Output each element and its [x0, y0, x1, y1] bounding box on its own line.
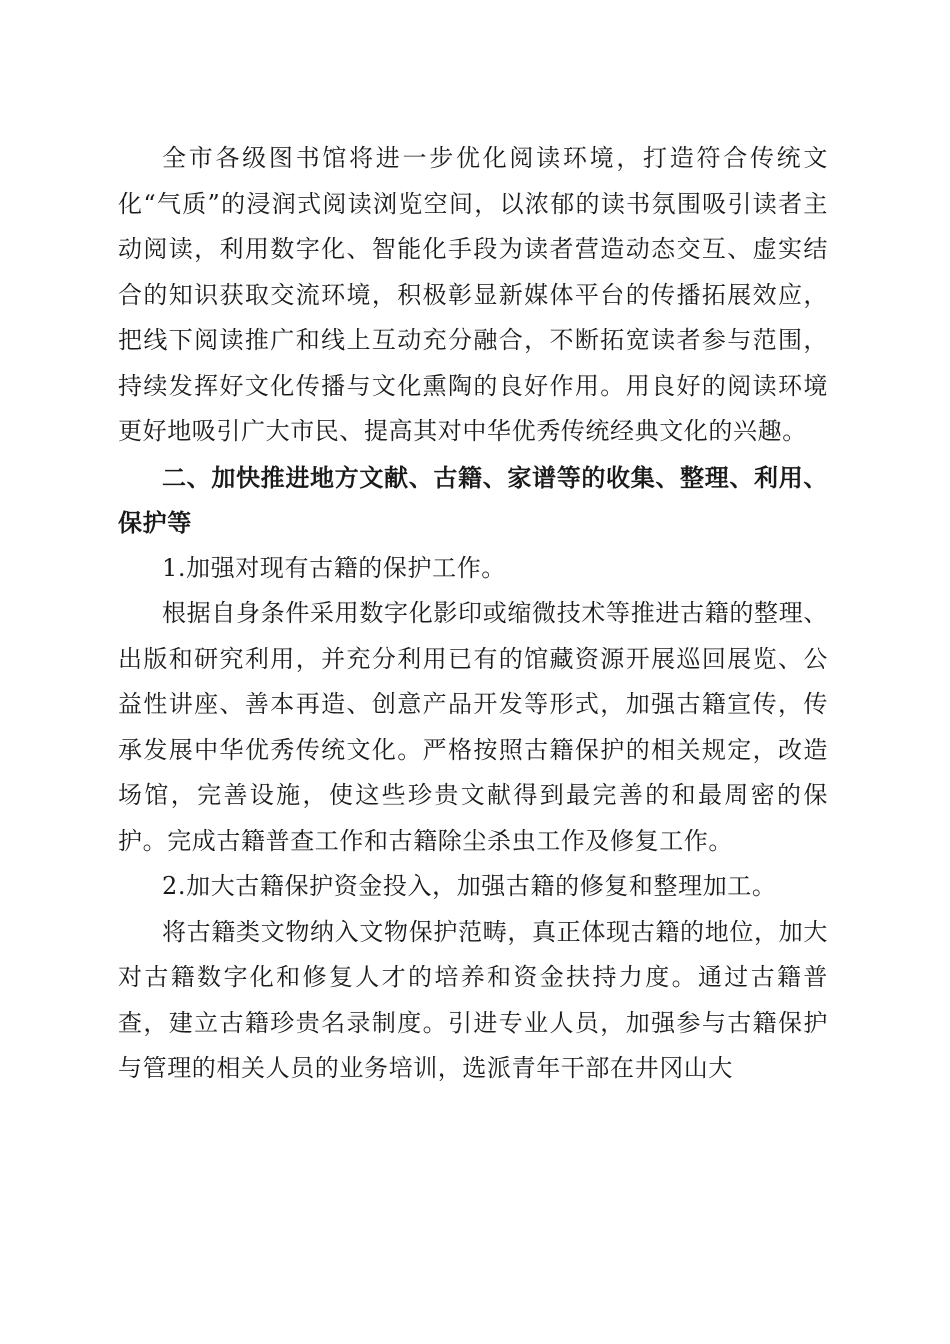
document-body — [118, 136, 828, 1092]
subheading-protection-work: 1.加强对现有古籍的保护工作。 — [162, 553, 506, 582]
section-heading-ancient-books: 二、加快推进地方文献、古籍、家谱等的收集、整理、利用、保护等 — [118, 462, 828, 537]
subheading-funding: 2.加大古籍保护资金投入，加强古籍的修复和整理加工。 — [162, 872, 777, 900]
paragraph-protection-work: 根据自身条件采用数字化影印或缩微技术等推进古籍的整理、出版和研究利用，并充分利用已有的馆藏资源开展巡回展览、公益性讲座、善本再造、创意产品开发等形式，加强古籍宣传，传承发展中华优秀传统文化。严格按照古籍保护的相关规定，改造场馆，完善设施，使这些珍贵文献得到最完善的和最周密的保护。完成古籍普查工作和古籍除尘杀虫工作及修复工作。 — [118, 599, 828, 855]
paragraph-reading-environment: 全市各级图书馆将进一步优化阅读环境，打造符合传统文化“气质”的浸润式阅读浏览空间，以浓郁的读书氛围吸引读者主动阅读，利用数字化、智能化手段为读者营造动态交互、虚实结合的知识获取交流环境，积极彰显新媒体平台的传播拓展效应，把线下阅读推广和线上互动充分融合，不断拓宽读者参与范围，持续发挥好文化传播与文化熏陶的良好作用。用良好的阅读环境更好地吸引广大市民、提高其对中华优秀传统经典文化的兴趣。 — [118, 144, 828, 445]
paragraph-funding: 将古籍类文物纳入文物保护范畴，真正体现古籍的地位，加大对古籍数字化和修复人才的培养和资金扶持力度。通过古籍普查，建立古籍珍贵名录制度。引进专业人员，加强参与古籍保护与管理的相关人员的业务培训，选派青年干部在井冈山大 — [118, 917, 828, 1082]
